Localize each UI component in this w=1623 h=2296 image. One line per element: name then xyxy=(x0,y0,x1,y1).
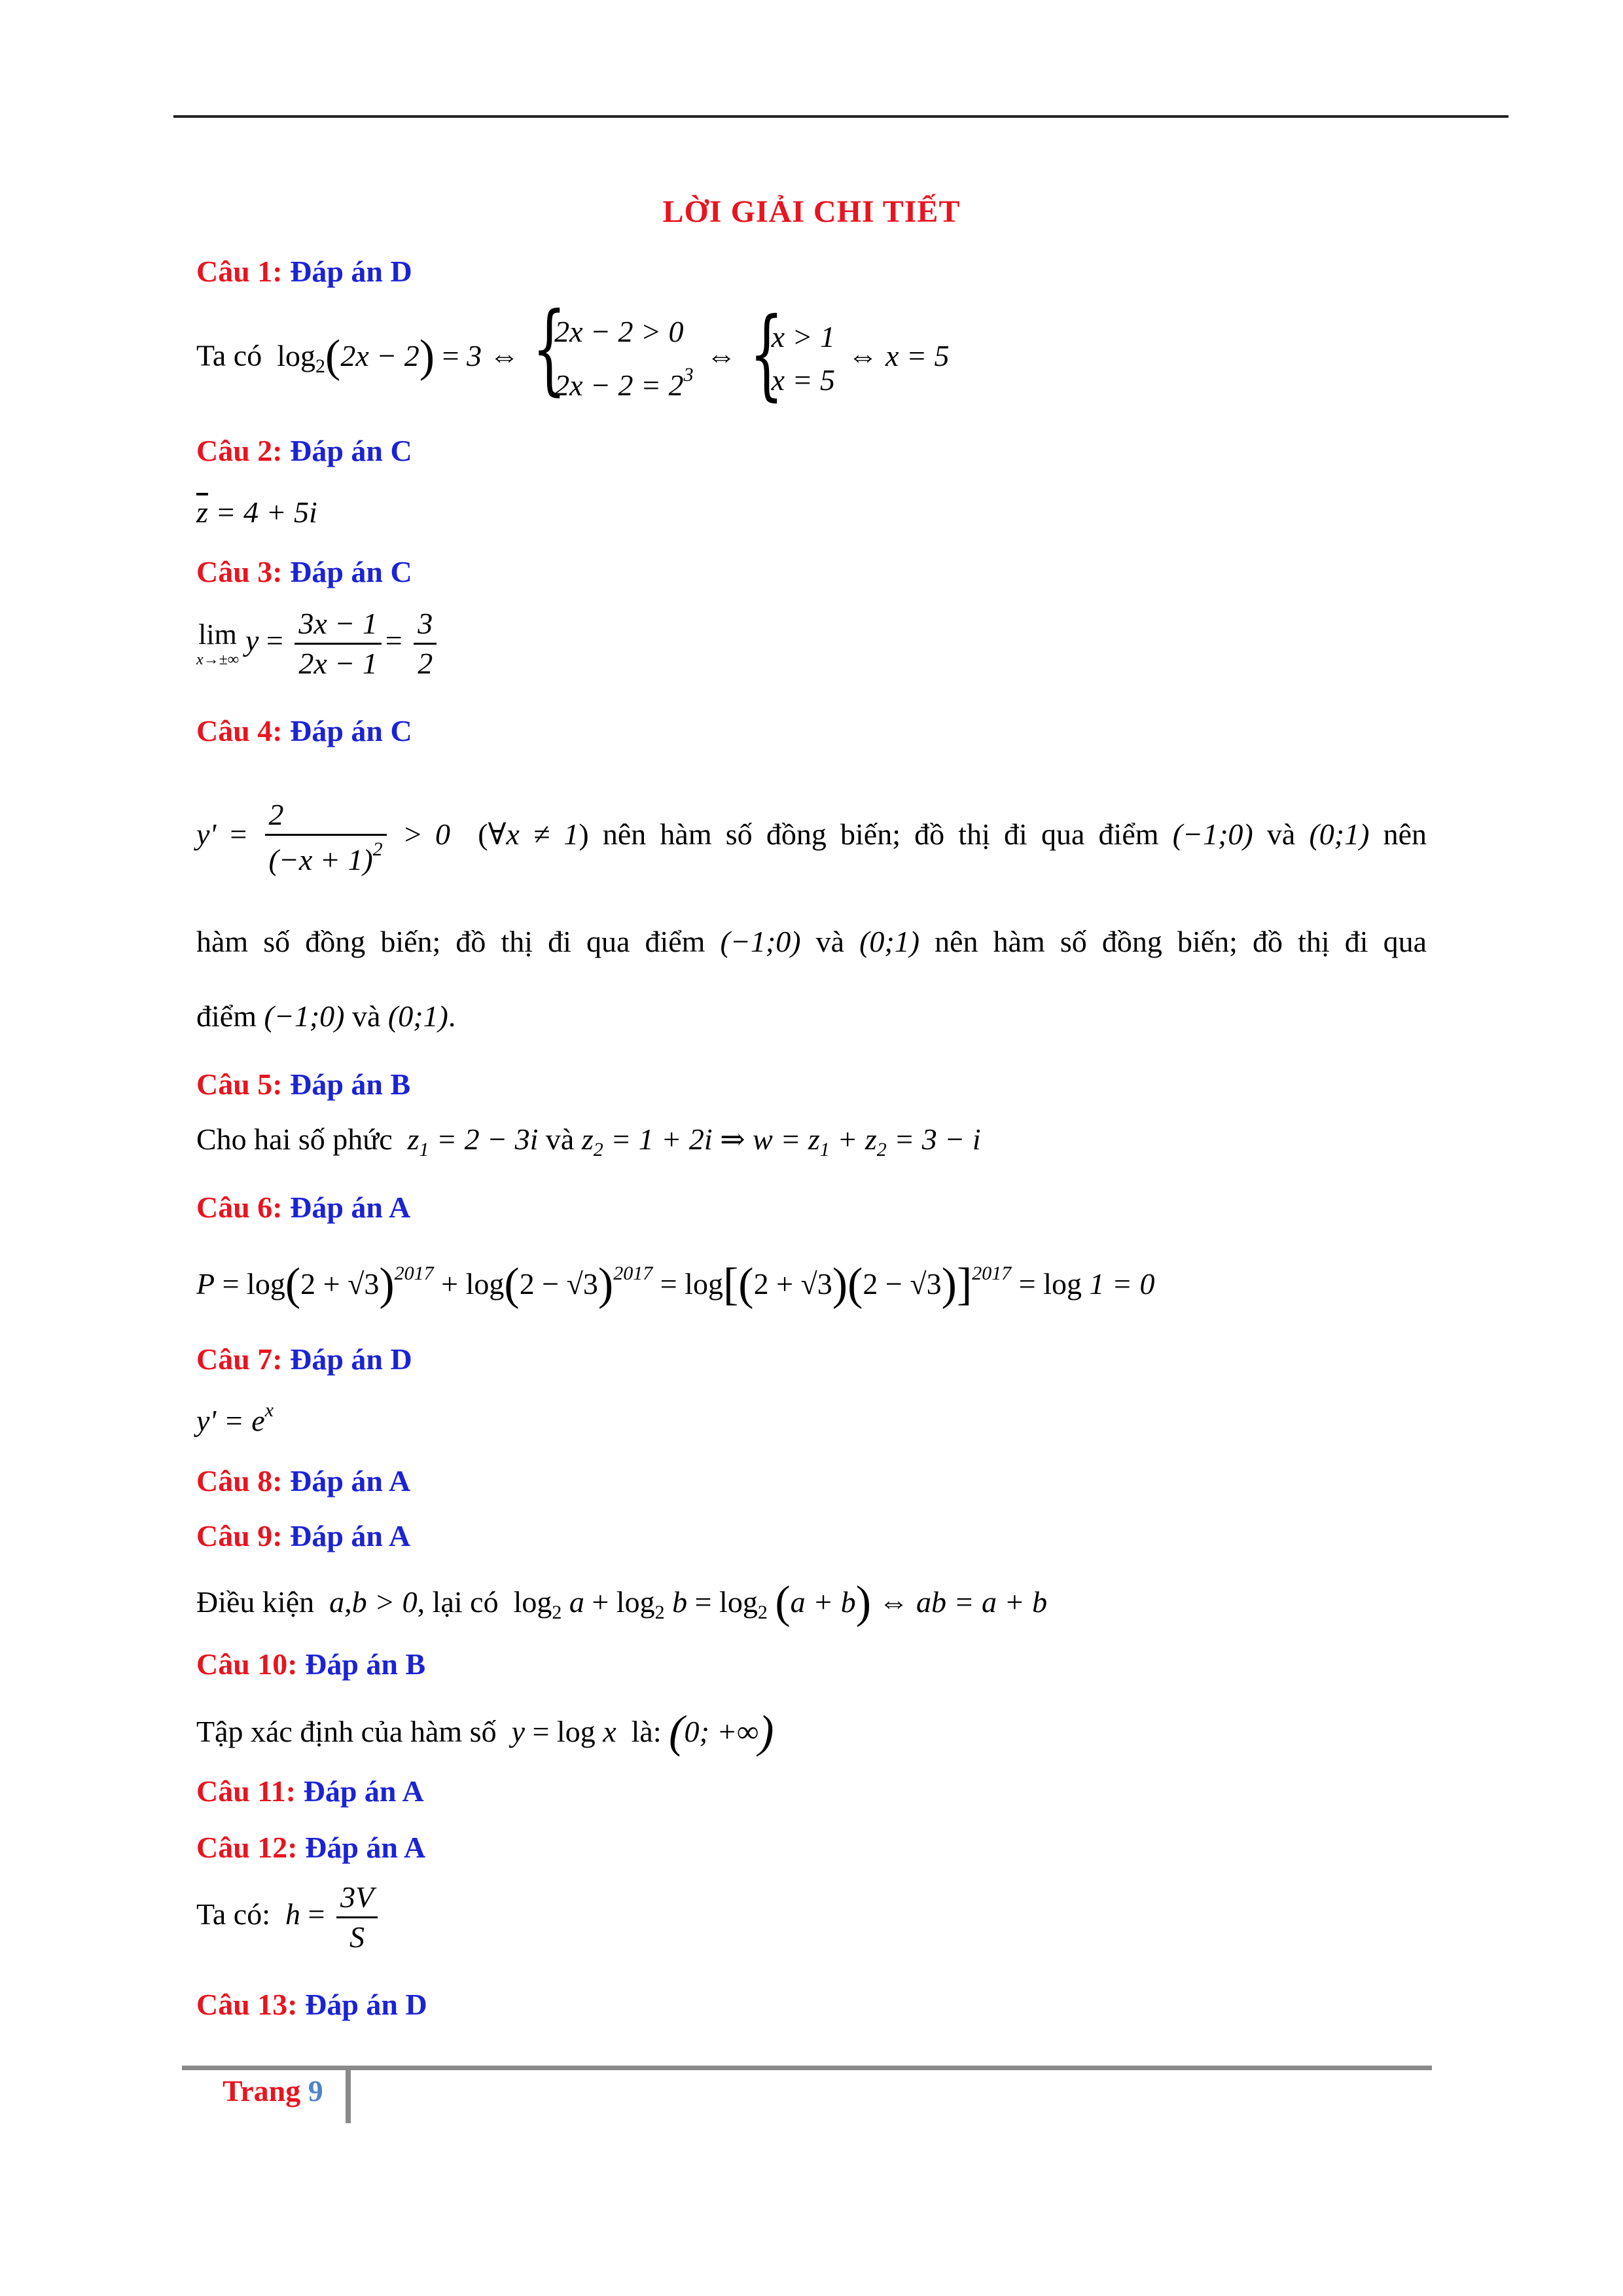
q9-text: Điều kiện xyxy=(196,1585,315,1619)
question-label: Câu 5: xyxy=(196,1067,283,1101)
q1-formula: $\log_2(2x - 2) = 3$ ⇔ { 2x − 2 > 0 $2x - 2 = 2^3$ ⇔ { x > 1 x = 5 ⇔ x = 5 xyxy=(269,292,950,411)
q10-text: là: xyxy=(631,1715,662,1748)
question-heading xyxy=(196,1190,410,1225)
question-label: Câu 7: xyxy=(196,1342,283,1376)
question-heading xyxy=(196,1463,410,1498)
question-label: Câu 10: xyxy=(196,1647,298,1681)
question-answer: Đáp án B xyxy=(305,1647,426,1681)
q5-solution: Cho hai số phức $z_1 = 2 - 3i$ và $z_2 = 1 + 2i$ ⇒ $w = z_1 + z_2 = 3 - i$ xyxy=(196,1122,981,1160)
q12-solution: Ta có: h = $\frac{3V}{S}$ xyxy=(196,1882,382,1952)
question-answer: Đáp án A xyxy=(290,1519,411,1552)
q5-text: và xyxy=(545,1122,575,1156)
question-label: Câu 12: xyxy=(196,1831,298,1864)
question-answer: Đáp án A xyxy=(305,1831,426,1864)
q4-text: và xyxy=(351,999,381,1033)
question-answer: Đáp án D xyxy=(290,1342,412,1376)
q4-text: và xyxy=(815,925,845,958)
question-heading xyxy=(196,254,412,289)
question-answer: Đáp án D xyxy=(305,1988,427,2021)
q10-text: Tập xác định của hàm số xyxy=(196,1715,497,1748)
footer-divider xyxy=(346,2066,351,2123)
footer-rule xyxy=(182,2066,1432,2070)
question-label: Câu 4: xyxy=(196,714,283,747)
question-label: Câu 1: xyxy=(196,255,283,288)
question-heading xyxy=(196,1830,425,1865)
q4-text: nên hàm số đồng biến; đồ thị đi qua điểm xyxy=(602,817,1159,852)
question-label: Câu 3: xyxy=(196,555,283,588)
page-title: LỜI GIẢI CHI TIẾT xyxy=(662,194,961,229)
question-answer: Đáp án A xyxy=(303,1774,424,1808)
q1-text: Ta có xyxy=(196,338,262,372)
question-heading xyxy=(196,1067,410,1102)
q4-text: điểm xyxy=(196,999,257,1033)
question-label: Câu 13: xyxy=(196,1988,298,2021)
question-heading xyxy=(196,1647,425,1681)
q12-text: Ta có: xyxy=(196,1897,271,1931)
q7-formula: $y' = e^x$ xyxy=(196,1399,274,1437)
question-heading xyxy=(196,1987,427,2022)
question-answer: Đáp án A xyxy=(290,1191,411,1224)
question-label: Câu 2: xyxy=(196,434,283,467)
q4-line-3: điểm (−1;0) và (0;1). xyxy=(196,999,456,1033)
page-number: 9 xyxy=(308,2074,323,2108)
q4-text: và xyxy=(1266,817,1296,852)
question-answer: Đáp án B xyxy=(290,1067,411,1101)
question-answer: Đáp án C xyxy=(290,434,412,467)
question-answer: Đáp án A xyxy=(290,1464,411,1498)
q4-line-2: hàm số đồng biến; đồ thị đi qua điểm (−1;0) và (0;1) nên hàm số đồng biến; đồ thị đi qua xyxy=(196,925,1427,958)
question-label: Câu 8: xyxy=(196,1464,283,1498)
question-heading xyxy=(196,1342,412,1376)
q2-formula: $\overline{z} = 4 + 5i$ xyxy=(196,495,317,529)
q4-line-1: y' = $\frac{2}{(-x + 1)^2}$ > 0 (∀x ≠ 1) nên hàm số đồng biến; đồ thị đi qua điểm (−1;0) và (0;1) nên xyxy=(196,798,1427,876)
question-heading xyxy=(196,1774,424,1808)
q4-text: nên hàm số đồng biến; đồ thị đi qua xyxy=(935,925,1427,958)
question-answer: Đáp án C xyxy=(290,555,412,588)
question-heading xyxy=(196,554,412,589)
q6-formula: $P = \log(2 + √3)^{2017} + \log(2 - √3)^{2017} = \log[(2 + √3)(2 - √3)]^{2017} = \log 1 = 0$ xyxy=(196,1259,1155,1310)
q4-text: nên xyxy=(1383,817,1427,852)
question-label: Câu 11: xyxy=(196,1774,296,1808)
q10-solution: Tập xác định của hàm số y = log x là: (0; +∞) xyxy=(196,1707,774,1757)
question-label: Câu 6: xyxy=(196,1191,283,1224)
footer-label: Trang xyxy=(223,2074,301,2108)
question-answer: Đáp án C xyxy=(290,714,412,747)
question-heading xyxy=(196,1518,410,1553)
q1-solution xyxy=(196,292,950,411)
page-footer xyxy=(223,2073,323,2108)
q5-text: Cho hai số phức xyxy=(196,1122,393,1156)
q9-text: , lại có xyxy=(417,1585,499,1619)
q3-formula: lim x→±∞ y = $\frac{3x - 1}{2x - 1}$ = $\frac{3}{2}$ xyxy=(196,609,440,679)
question-heading xyxy=(196,433,412,468)
question-heading xyxy=(196,713,412,748)
question-answer: Đáp án D xyxy=(290,255,412,288)
q4-text: hàm số đồng biến; đồ thị đi qua điểm xyxy=(196,925,705,958)
question-label: Câu 9: xyxy=(196,1519,283,1552)
q9-solution: Điều kiện a,b > 0, lại có $\log_2 a + \log_2 b = \log_2 (a + b)$ ⇔ ab = a + b xyxy=(196,1577,1048,1628)
header-rule xyxy=(173,115,1508,118)
q4-formula: y' = $\frac{2}{(-x + 1)^2}$ > 0 (∀x ≠ 1) xyxy=(196,798,589,876)
